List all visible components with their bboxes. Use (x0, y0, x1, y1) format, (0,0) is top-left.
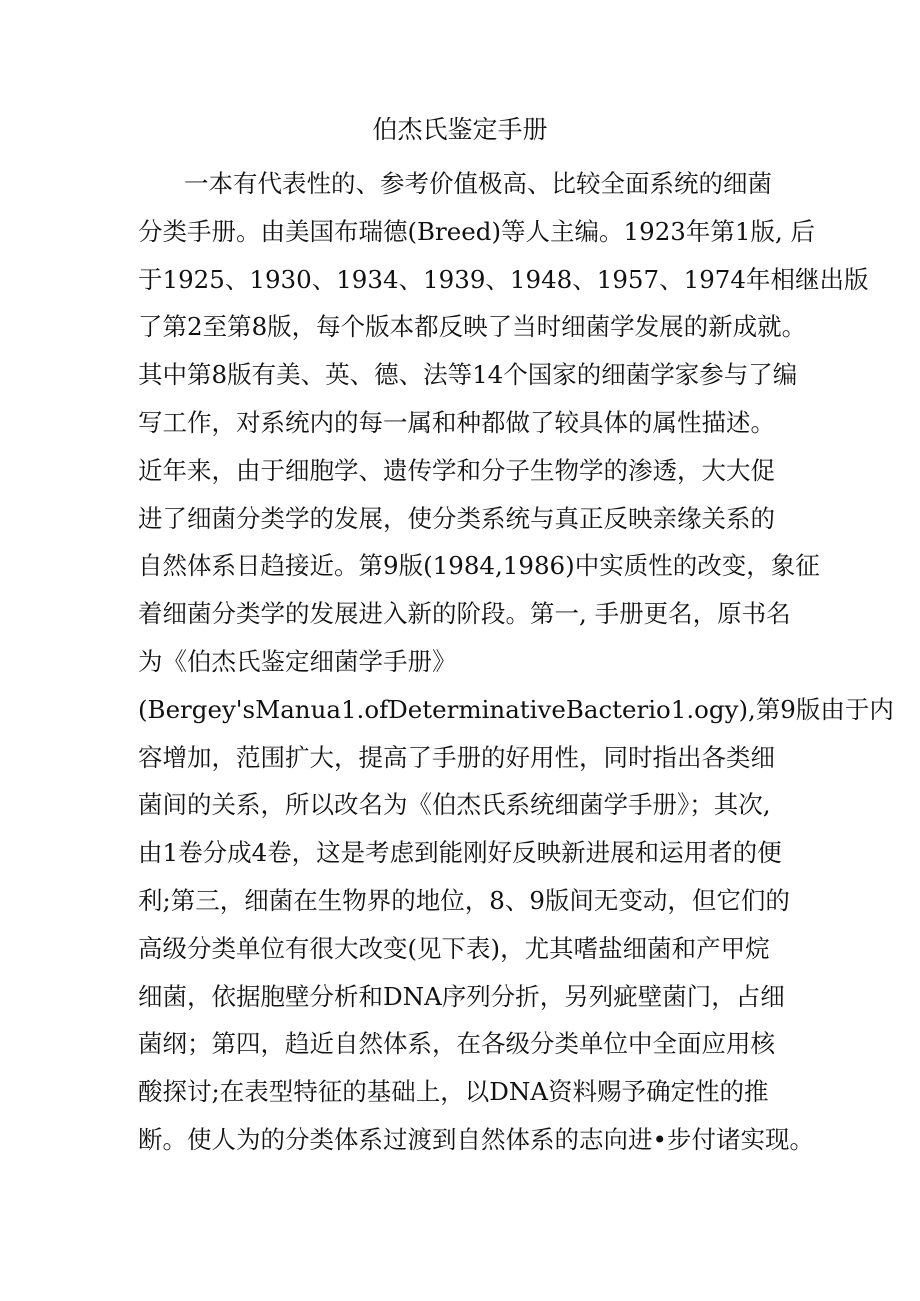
text-line: 高级分类单位有很大改变(见下表)，尤其嗜盐细菌和产甲烷 (138, 933, 770, 963)
text-line: 一本有代表性的、参考价值极高、比较全面系统的细菌 (184, 169, 772, 198)
document-title: 伯杰氏鉴定手册 (372, 115, 548, 144)
text-line: 由1卷分成4卷，这是考虑到能刚好反映新进展和运用者的便 (138, 838, 782, 868)
text-line: 自然体系日趋接近。第9版(1984,1986)中实质性的改变，象征 (138, 551, 820, 581)
text-line: 其中第8版有美、英、德、法等14个国家的细菌学家参与了编 (138, 360, 798, 390)
text-line: 写工作，对系统内的每一属和种都做了较具体的属性描述。 (138, 407, 775, 437)
text-line: 容增加，范围扩大，提高了手册的好用性，同时指出各类细 (138, 742, 775, 772)
text-line: 为《伯杰氏鉴定细菌学手册》 (138, 646, 457, 676)
text-line: 于1925、1930、1934、1939、1948、1957、1974年相继出版 (138, 264, 869, 294)
text-line: 细菌，依据胞壁分析和DNA序列分折，另列疵壁菌门，占细 (138, 981, 785, 1011)
text-line: 近年来，由于细胞学、遗传学和分子生物学的渗透，大大促 (138, 455, 775, 485)
text-line: 着细菌分类学的发展进入新的阶段。第一, 手册更名，原书名 (138, 599, 791, 629)
text-line: 进了细菌分类学的发展，使分类系统与真正反映亲缘关系的 (138, 503, 775, 533)
text-line: 了第2至第8版，每个版本都反映了当时细菌学发展的新成就。 (138, 312, 807, 342)
text-line: 菌间的关系，所以改名为《伯杰氏系统细菌学手册》；其次, (138, 790, 771, 820)
text-line: 利;第三，细菌在生物界的地位，8、9版间无变动，但它们的 (138, 885, 790, 915)
text-line: (Bergey'sManua1.ofDeterminativeBacterio1.ogy),第9版由于内 (138, 694, 894, 724)
text-line: 酸探讨;在表型特征的基础上，以DNA资料赐予确定性的推 (138, 1077, 769, 1107)
document-body (138, 160, 894, 1164)
text-line: 菌纲；第四，趋近自然体系，在各级分类单位中全面应用核 (138, 1029, 775, 1059)
text-line: 分类手册。由美国布瑞德(Breed)等人主编。1923年第1版, 后 (138, 216, 816, 246)
text-line: 断。使人为的分类体系过渡到自然体系的志向进•步付诸实现。 (138, 1124, 814, 1154)
